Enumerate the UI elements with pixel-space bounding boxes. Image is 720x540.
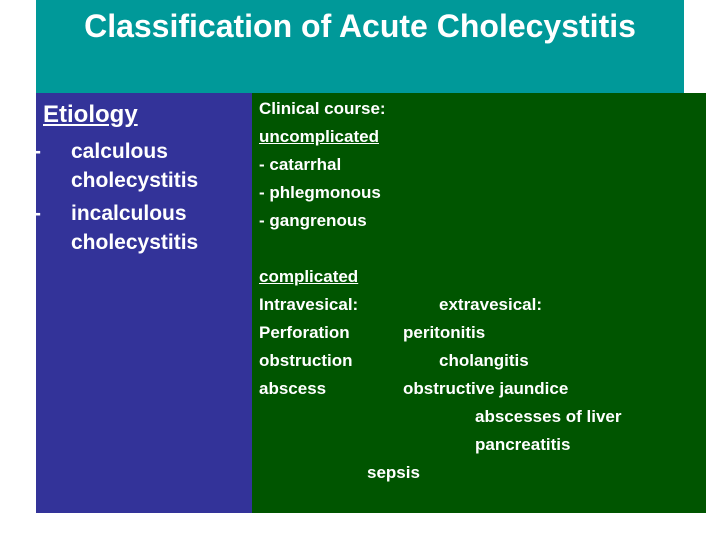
- abscess-text: abscess: [259, 379, 327, 398]
- etiology-heading: Etiology: [43, 101, 138, 128]
- perforation-text: Perforation: [259, 323, 350, 342]
- complicated-heading: complicated: [259, 267, 359, 286]
- etiology-item-text: incalculous cholecystitis: [71, 202, 199, 254]
- bullet-dash: -: [34, 140, 41, 163]
- etiology-item: [34, 199, 234, 257]
- pancreatitis-text: pancreatitis: [475, 435, 571, 454]
- clinical-course-label: Clinical course:: [259, 99, 386, 118]
- abscesses-of-liver-text: abscesses of liver: [475, 407, 622, 426]
- extravesical-label: extravesical:: [439, 295, 543, 314]
- slide-title: Classification of Acute Cholecystitis: [84, 8, 636, 44]
- uncomplicated-heading: uncomplicated: [259, 127, 379, 146]
- peritonitis-text: peritonitis: [403, 323, 486, 342]
- obstructive-jaundice-text: obstructive jaundice: [403, 379, 569, 398]
- etiology-item-text: calculous cholecystitis: [71, 140, 199, 192]
- uncomplicated-item: - catarrhal: [259, 155, 342, 174]
- cholangitis-text: cholangitis: [439, 351, 529, 370]
- uncomplicated-item: - gangrenous: [259, 211, 367, 230]
- sepsis-text: sepsis: [367, 463, 420, 482]
- etiology-item: [34, 137, 234, 195]
- obstruction-text: obstruction: [259, 351, 353, 370]
- uncomplicated-item: - phlegmonous: [259, 183, 381, 202]
- intravesical-label: Intravesical:: [259, 295, 359, 314]
- bullet-dash: -: [34, 202, 41, 225]
